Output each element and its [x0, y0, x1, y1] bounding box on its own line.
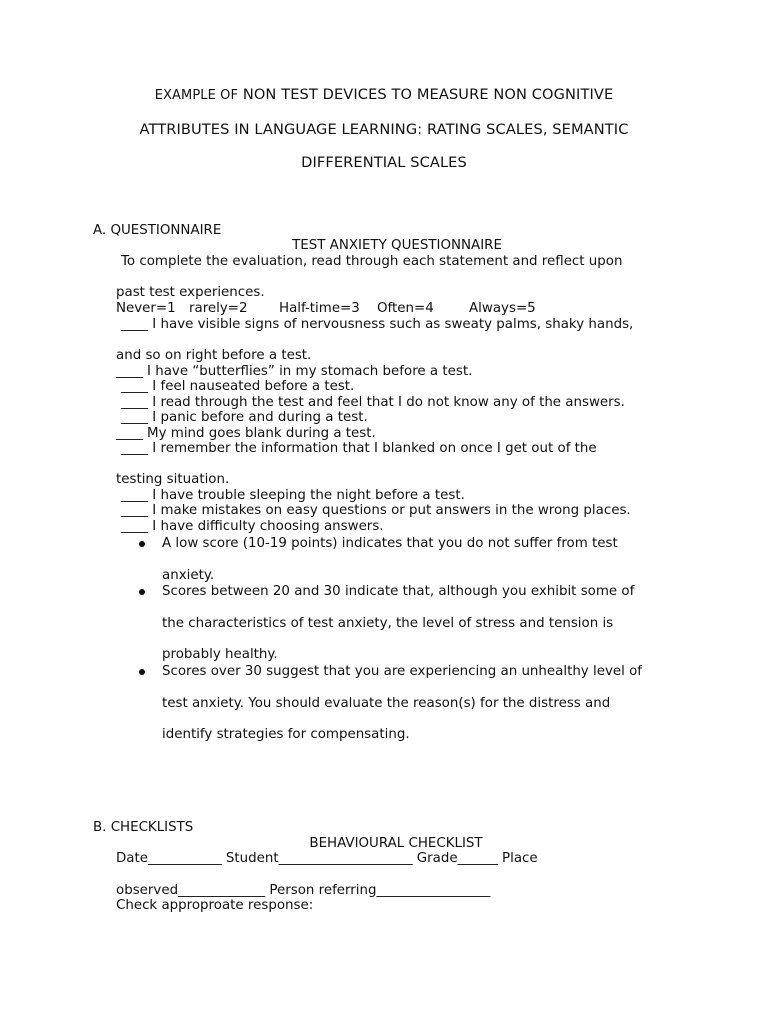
document-title-line-3: DIFFERENTIAL SCALES: [301, 154, 467, 171]
instructions-line-1: To complete the evaluation, read through each statement and reflect upon: [121, 254, 623, 269]
section-a-heading: A. QUESTIONNAIRE: [93, 223, 222, 238]
title-prefix: EXAMPLE OF: [154, 88, 239, 103]
questionnaire-title: TEST ANXIETY QUESTIONNAIRE: [292, 238, 502, 253]
bullet-text: Scores over 30 suggest that you are experiencing an unhealthy level of: [162, 664, 642, 679]
scale-often: Often=4: [377, 301, 434, 316]
list-item: ____ I feel nauseated before a test.: [117, 379, 355, 394]
bullet-icon: [139, 541, 145, 547]
checklist-title: BEHAVIOURAL CHECKLIST: [309, 836, 483, 851]
list-item: and so on right before a test.: [116, 348, 312, 363]
list-item: ____ My mind goes blank during a test.: [116, 426, 376, 441]
list-item: testing situation.: [116, 472, 230, 487]
title-line-1-text: NON TEST DEVICES TO MEASURE NON COGNITIVE: [238, 86, 614, 103]
list-item: ____ I have “butterflies” in my stomach before a test.: [116, 364, 473, 379]
list-item: ____ I have difficulty choosing answers.: [117, 519, 384, 534]
bullet-text: identify strategies for compensating.: [162, 727, 410, 742]
bullet-text: Scores between 20 and 30 indicate that, although you exhibit some of: [162, 584, 635, 599]
list-item: ____ I have visible signs of nervousness such as sweaty palms, shaky hands,: [117, 317, 634, 332]
bullet-icon: [139, 589, 145, 595]
bullet-text: the characteristics of test anxiety, the level of stress and tension is: [162, 616, 614, 631]
bullet-text: A low score (10-19 points) indicates that you do not suffer from test: [162, 536, 618, 551]
section-b-heading: B. CHECKLISTS: [93, 820, 194, 835]
scale-half-time: Half-time=3: [279, 301, 360, 316]
bullet-text: anxiety.: [162, 568, 215, 583]
scale-rarely: rarely=2: [189, 301, 248, 316]
scale-never: Never=1: [116, 301, 176, 316]
list-item: ____ I remember the information that I blanked on once I get out of the: [117, 441, 597, 456]
checklist-line-3: Check approproate response:: [116, 898, 314, 913]
bullet-icon: [139, 669, 145, 675]
bullet-text: test anxiety. You should evaluate the reason(s) for the distress and: [162, 696, 611, 711]
scale-always: Always=5: [469, 301, 536, 316]
checklist-line-1: Date___________ Student____________________ Grade______ Place: [116, 851, 538, 866]
list-item: ____ I panic before and during a test.: [117, 410, 368, 425]
list-item: ____ I read through the test and feel that I do not know any of the answers.: [117, 395, 625, 410]
instructions-line-2: past test experiences.: [116, 285, 265, 300]
document-title-line-1: [0, 88, 768, 103]
list-item: ____ I make mistakes on easy questions or put answers in the wrong places.: [117, 503, 631, 518]
checklist-line-2: observed_____________ Person referring_________________: [116, 883, 491, 898]
list-item: ____ I have trouble sleeping the night before a test.: [117, 488, 465, 503]
bullet-text: probably healthy.: [162, 647, 278, 662]
document-title-line-2: ATTRIBUTES IN LANGUAGE LEARNING: RATING SCALES, SEMANTIC: [139, 121, 629, 138]
